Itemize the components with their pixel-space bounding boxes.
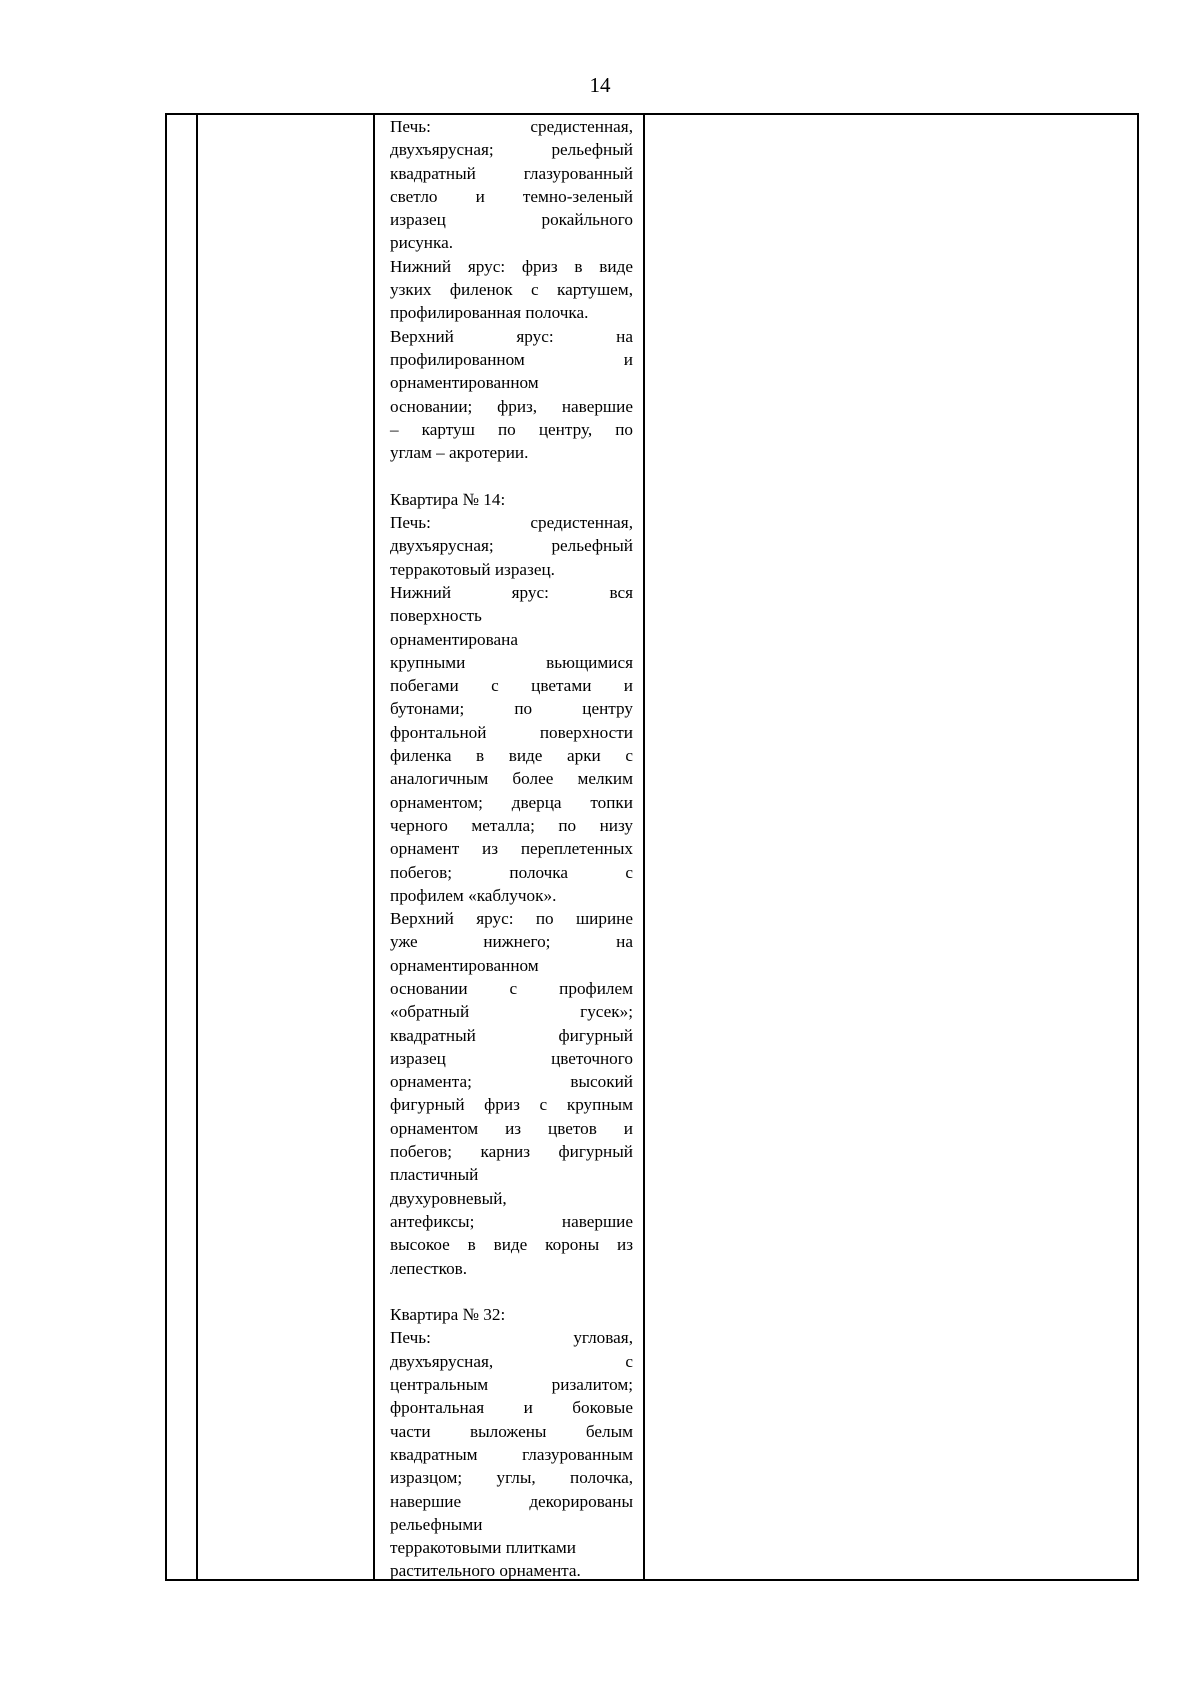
word: белым — [585, 1421, 633, 1441]
word: ярус: — [476, 909, 514, 929]
word: Печь: — [390, 117, 431, 136]
word: двухъярусная; — [390, 536, 494, 556]
word: металла; — [471, 815, 535, 835]
word: нижнего; — [483, 932, 551, 952]
column-divider — [643, 115, 645, 1579]
word: орнаментом — [390, 1118, 479, 1138]
text-line — [390, 1140, 633, 1163]
text-line — [390, 115, 633, 138]
word: навершие — [561, 396, 633, 416]
word: полочка — [509, 862, 569, 882]
text-line — [390, 348, 633, 371]
word: по — [514, 699, 533, 719]
text-line — [390, 1466, 633, 1489]
word: высокое — [390, 1235, 450, 1255]
word: короны — [545, 1235, 600, 1255]
word: побегов; — [390, 1142, 453, 1162]
word: в — [467, 1235, 476, 1255]
text-line — [390, 1000, 633, 1023]
word: поверхности — [539, 722, 633, 742]
text-line — [390, 930, 633, 953]
text-line — [390, 1350, 633, 1373]
text-line — [390, 1420, 633, 1443]
word: угловая, — [573, 1328, 633, 1348]
blank-line — [390, 1280, 633, 1303]
text-line: поверхность — [390, 606, 482, 626]
description-table — [165, 113, 1139, 1581]
text-line — [390, 697, 633, 720]
word: орнаментом; — [390, 792, 483, 812]
text-line — [390, 744, 633, 767]
word: темно-зеленый — [522, 186, 633, 206]
word: арки — [566, 746, 601, 766]
word: ярус: — [516, 326, 554, 346]
word: фриз — [484, 1095, 520, 1115]
word: цветов — [548, 1118, 597, 1138]
word: декорированы — [529, 1491, 633, 1511]
word: цветочного — [551, 1048, 633, 1068]
word: глазурованный — [523, 163, 633, 183]
word: дверца — [511, 792, 562, 812]
text-line — [390, 534, 633, 557]
word: основании — [390, 978, 468, 998]
word: вьющимися — [546, 652, 633, 672]
text-line — [390, 1024, 633, 1047]
text-line — [390, 395, 633, 418]
word: квадратный — [390, 163, 476, 183]
word: филенок — [449, 280, 513, 300]
text-line — [390, 418, 633, 441]
text-line — [390, 674, 633, 697]
text-line: терракотовыми плитками — [390, 1538, 576, 1558]
word: рельефный — [551, 140, 633, 160]
text-line: Квартира № 32: — [390, 1305, 506, 1325]
text-line: пластичный — [390, 1165, 479, 1185]
word: гусек»; — [580, 1002, 633, 1022]
word: высокий — [570, 1072, 633, 1092]
text-line — [390, 1070, 633, 1093]
word: крупным — [566, 1095, 633, 1115]
word: фигурный — [558, 1142, 633, 1162]
word: центру, — [538, 419, 593, 439]
word: орнамент — [390, 839, 460, 859]
word: картуш — [421, 419, 475, 439]
word: ризалитом; — [551, 1375, 633, 1395]
text-line: профилем «каблучок». — [390, 885, 557, 905]
text-line: орнаментированном — [390, 373, 539, 393]
word: картушем, — [556, 280, 633, 300]
text-line — [390, 977, 633, 1000]
word: Верхний — [390, 909, 454, 929]
word: виде — [599, 256, 633, 276]
word: фронтальной — [390, 722, 487, 742]
text-line — [390, 1490, 633, 1513]
word: бутонами; — [390, 699, 465, 719]
text-line — [390, 791, 633, 814]
word: квадратным — [390, 1444, 478, 1464]
word: с — [625, 746, 633, 766]
word: фриз — [521, 256, 558, 276]
word: по — [497, 419, 516, 439]
word: и — [623, 1118, 633, 1138]
stove-description-cell — [390, 115, 633, 1583]
text-line — [390, 837, 633, 860]
text-line: профилированная полочка. — [390, 303, 589, 323]
word: профилированном — [390, 349, 525, 369]
word: Нижний — [390, 582, 452, 602]
word: орнамента; — [390, 1072, 472, 1092]
text-line — [390, 581, 633, 604]
word: черного — [390, 815, 448, 835]
word: средистенная, — [530, 117, 633, 136]
word: с — [625, 862, 633, 882]
column-divider — [196, 115, 198, 1579]
column-divider — [373, 115, 375, 1579]
word: Верхний — [390, 326, 454, 346]
word: ярус: — [511, 582, 549, 602]
text-line — [390, 511, 633, 534]
text-line — [390, 1443, 633, 1466]
word: двухъярусная; — [390, 140, 494, 160]
word: топки — [590, 792, 633, 812]
word: из — [617, 1235, 633, 1255]
word: с — [539, 1095, 548, 1115]
word: побегами — [390, 676, 459, 696]
word: по — [558, 815, 577, 835]
word: фигурный — [558, 1025, 633, 1045]
text-line — [390, 651, 633, 674]
text-line — [390, 1326, 633, 1349]
text-line: растительного орнамента. — [390, 1561, 581, 1581]
word: центральным — [390, 1375, 489, 1395]
word: с — [625, 1351, 633, 1371]
word: ширине — [575, 909, 633, 929]
text-line — [390, 907, 633, 930]
text-line — [390, 1396, 633, 1419]
word: фигурный — [390, 1095, 465, 1115]
word: мелким — [577, 769, 633, 789]
word: фронтальная — [390, 1398, 485, 1418]
word: и — [623, 349, 633, 369]
text-line: Квартира № 14: — [390, 489, 506, 509]
word: антефиксы; — [390, 1211, 475, 1231]
word: изразец — [390, 1048, 446, 1068]
word: профилем — [559, 978, 633, 998]
word: крупными — [390, 652, 466, 672]
page-number: 14 — [589, 73, 611, 97]
word: более — [512, 769, 554, 789]
word: углы, — [496, 1468, 536, 1488]
word: с — [491, 676, 499, 696]
text-line: рисунка. — [390, 233, 454, 253]
word: глазурованным — [522, 1444, 633, 1464]
text-line — [390, 1117, 633, 1140]
text-line — [390, 721, 633, 744]
word: аналогичным — [390, 769, 489, 789]
text-line — [390, 1233, 633, 1256]
text-line — [390, 1047, 633, 1070]
blank-line — [390, 464, 633, 487]
word: светло — [390, 186, 438, 206]
word: по — [535, 909, 554, 929]
word: с — [509, 978, 518, 998]
text-line: орнаментированном — [390, 955, 539, 975]
text-line — [390, 208, 633, 231]
word: карниз — [480, 1142, 531, 1162]
word: в — [476, 746, 485, 766]
word: рокайльного — [541, 210, 633, 230]
word: низу — [599, 815, 633, 835]
word: цветами — [531, 676, 592, 696]
word: и — [475, 186, 485, 206]
text-line — [390, 162, 633, 185]
text-line: орнаментирована — [390, 629, 518, 649]
word: виде — [508, 746, 543, 766]
word: в — [574, 256, 583, 276]
word: – — [390, 419, 399, 439]
word: ярус: — [467, 256, 506, 276]
word: из — [505, 1118, 522, 1138]
word: навершие — [561, 1211, 633, 1231]
word: и — [523, 1398, 533, 1418]
text-line: лепестков. — [390, 1258, 468, 1278]
word: полочка, — [570, 1468, 633, 1488]
word: навершие — [390, 1491, 462, 1511]
word: изразец — [390, 210, 446, 230]
word: Печь: — [390, 513, 431, 533]
text-line — [390, 814, 633, 837]
word: и — [623, 676, 633, 696]
text-line — [390, 1373, 633, 1396]
text-line: углам – акротерии. — [390, 443, 529, 463]
word: филенка — [390, 746, 452, 766]
text-line — [390, 138, 633, 161]
word: побегов; — [390, 862, 453, 882]
word: по — [615, 419, 633, 439]
word: боковые — [572, 1398, 633, 1418]
word: на — [616, 932, 633, 952]
text-line — [390, 1093, 633, 1116]
word: рельефный — [551, 536, 633, 556]
word: фриз, — [497, 396, 538, 416]
word: узких — [390, 280, 432, 300]
text-line — [390, 767, 633, 790]
word: центру — [582, 699, 633, 719]
word: Нижний — [390, 256, 452, 276]
text-line: двухуровневый, — [390, 1188, 507, 1208]
word: средистенная, — [530, 513, 633, 533]
word: квадратный — [390, 1025, 476, 1045]
word: части — [390, 1421, 431, 1441]
text-line — [390, 185, 633, 208]
word: вся — [609, 582, 633, 602]
word: из — [482, 839, 499, 859]
word: изразцом; — [390, 1468, 463, 1488]
text-line — [390, 255, 633, 278]
text-line — [390, 278, 633, 301]
word: «обратный — [390, 1002, 470, 1022]
word: выложены — [470, 1421, 547, 1441]
word: двухъярусная, — [390, 1351, 494, 1371]
word: основании; — [390, 396, 473, 416]
text-line — [390, 1210, 633, 1233]
word: виде — [493, 1235, 528, 1255]
word: переплетенных — [520, 839, 633, 859]
word: на — [616, 326, 633, 346]
text-line — [390, 325, 633, 348]
word: Печь: — [390, 1328, 431, 1348]
word: с — [530, 280, 539, 300]
word: уже — [390, 932, 418, 952]
text-line — [390, 861, 633, 884]
text-line: рельефными — [390, 1514, 483, 1534]
text-line: терракотовый изразец. — [390, 559, 555, 579]
